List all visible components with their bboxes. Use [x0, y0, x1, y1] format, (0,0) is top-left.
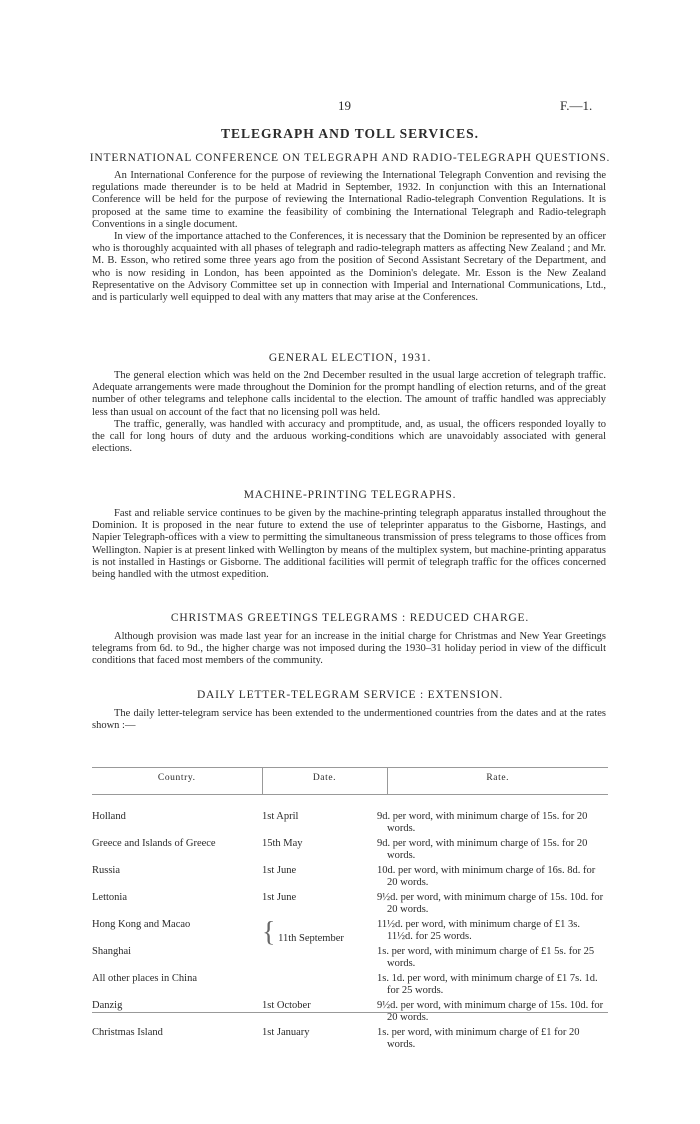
- table-row: [92, 1027, 608, 1054]
- paragraph: An International Conference for the purpose of reviewing the International Telegraph Convention and revising the regulations made thereunder is to be held at Madrid in September, 1932. In conjunction with this an International Conference will be held for the purpose of reviewing the International Radio-telegraph Convention Regulations. It is proposed at the same time to examine the feasibility of combining the International Telegraph and Radio-telegraph Conventions in a single document.: [92, 170, 606, 230]
- country-cell: Christmas Island: [92, 1027, 163, 1038]
- country-cell: Greece and Islands of Greece: [92, 838, 216, 849]
- rates-table: [92, 767, 608, 1054]
- paragraph: In view of the importance attached to the Conferences, it is necessary that the Dominion be represented by an officer who is thoroughly acquainted with all phases of telegraph and radio-telegraph matters as affecting New Zealand ; and Mr. M. B. Esson, who retired some three years ago from the position of Second Assistant Secretary of the Department, and who is now residing in London, has been appointed as the Dominion's delegate. Mr. Esson is the New Zealand Representative on the Advisory Committee set up in connection with Imperial and International Communications, Ltd., and is particularly well equipped to deal with any matters that may arise at the Conferences.: [92, 231, 606, 304]
- paragraph: Although provision was made last year for an increase in the initial charge for Christmas and New Year Greetings telegrams from 6d. to 9d., the higher charge was not imposed during the 1930–31 holiday period in view of the difficult conditions that faced most members of the community.: [92, 631, 606, 667]
- country-cell: Russia: [92, 865, 121, 876]
- date-cell: 15th May: [262, 838, 303, 849]
- table-row: [92, 892, 608, 919]
- section-heading-christmas: CHRISTMAS GREETINGS TELEGRAMS : REDUCED CHARGE.: [170, 612, 530, 624]
- table-header-row: [92, 768, 608, 795]
- rate-cell: 1s. per word, with minimum charge of £1 5s. for 25 words.: [377, 946, 595, 969]
- date-cell: 1st October: [262, 1000, 311, 1011]
- section-body-machine-printing: [92, 508, 606, 581]
- rate-cell: 11½d. per word, with minimum charge of £1 3s. 11½d. for 25 words.: [377, 919, 580, 942]
- country-cell: Shanghai: [92, 946, 132, 957]
- date-cell: 1st January: [262, 1027, 310, 1038]
- rate-cell: 1s. per word, with minimum charge of £1 for 20 words.: [377, 1027, 580, 1050]
- column-header-country: Country.: [92, 768, 262, 795]
- rate-cell: 10d. per word, with minimum charge of 16s. 8d. for 20 words.: [377, 865, 596, 888]
- page-number: 19: [338, 98, 351, 113]
- rate-cell: 9d. per word, with minimum charge of 15s. for 20 words.: [377, 838, 588, 861]
- section-heading-election: GENERAL ELECTION, 1931.: [268, 352, 432, 364]
- page-title: TELEGRAPH AND TOLL SERVICES.: [220, 126, 480, 141]
- section-body-christmas: [92, 631, 606, 668]
- country-cell: Danzig: [92, 1000, 123, 1011]
- table-row: [92, 811, 608, 838]
- paragraph: The general election which was held on the 2nd December resulted in the usual large accretion of telegraph traffic. Adequate arrangements were made throughout the Dominion for the prompt handling of election returns, and of the great number of other telegrams and telephone calls incidental to the election. The amount of traffic handled was appreciably less than usual on account of the fact that no licensing poll was held.: [92, 370, 606, 418]
- section-heading-letter-telegram: DAILY LETTER-TELEGRAM SERVICE : EXTENSION.: [196, 689, 504, 701]
- country-cell: Hong Kong and Macao: [92, 919, 191, 930]
- left-brace-mark: {: [262, 917, 276, 948]
- date-cell-grouped: [262, 919, 387, 1000]
- table-row: [92, 1000, 608, 1027]
- section-body-letter-telegram: [92, 708, 606, 732]
- table-bottom-rule: [92, 1012, 608, 1013]
- rate-cell: 9½d. per word, with minimum charge of 15s. 10d. for 20 words.: [377, 1000, 604, 1023]
- rate-cell: 9d. per word, with minimum charge of 15s. for 20 words.: [377, 811, 588, 834]
- section-body-conference: [92, 170, 606, 304]
- table-row: [92, 838, 608, 865]
- country-cell: Lettonia: [92, 892, 127, 903]
- country-cell: All other places in China: [92, 973, 197, 984]
- column-header-date: Date.: [262, 768, 387, 795]
- rate-cell: 9½d. per word, with minimum charge of 15s. 10d. for 20 words.: [377, 892, 604, 915]
- paragraph: The daily letter-telegram service has been extended to the undermentioned countries from the dates and at the rates shown :—: [92, 708, 606, 732]
- rate-cell: 1s. 1d. per word, with minimum charge of £1 7s. 1d. for 25 words.: [377, 973, 598, 996]
- document-reference: F.—1.: [560, 98, 593, 113]
- paragraph: The traffic, generally, was handled with accuracy and promptitude, and, as usual, the officers responded loyally to the call for long hours of duty and the arduous working-conditions which are unavoidably associated with general elections.: [92, 418, 606, 455]
- column-header-rate: Rate.: [387, 768, 608, 795]
- date-cell: 1st June: [262, 865, 297, 876]
- date-cell: 1st June: [262, 892, 297, 903]
- date-cell: 1st April: [262, 811, 299, 822]
- table-row: [92, 865, 608, 892]
- section-heading-machine-printing: MACHINE-PRINTING TELEGRAPHS.: [243, 489, 457, 501]
- section-heading-conference: INTERNATIONAL CONFERENCE ON TELEGRAPH AND RADIO-TELEGRAPH QUESTIONS.: [89, 152, 611, 164]
- paragraph: Fast and reliable service continues to be given by the machine-printing telegraph apparatus installed throughout the Dominion. It is proposed in the near future to extend the use of teleprinter apparatus to the Gisborne, Hastings, and Napier Telegraph-offices with a view to permitting the simultaneous transmission of press telegrams to those offices from Wellington. Napier is at present linked with Wellington by means of the multiplex system, but machine-printing apparatus is not installed in Hastings or Gisborne. The additional facilities will permit of telegraph traffic for the offices concerned being handled with the utmost expedition.: [92, 508, 606, 581]
- section-body-election: [92, 370, 606, 455]
- date-cell: 11th September: [278, 933, 344, 944]
- country-cell: Holland: [92, 811, 126, 822]
- table-row: [92, 919, 608, 946]
